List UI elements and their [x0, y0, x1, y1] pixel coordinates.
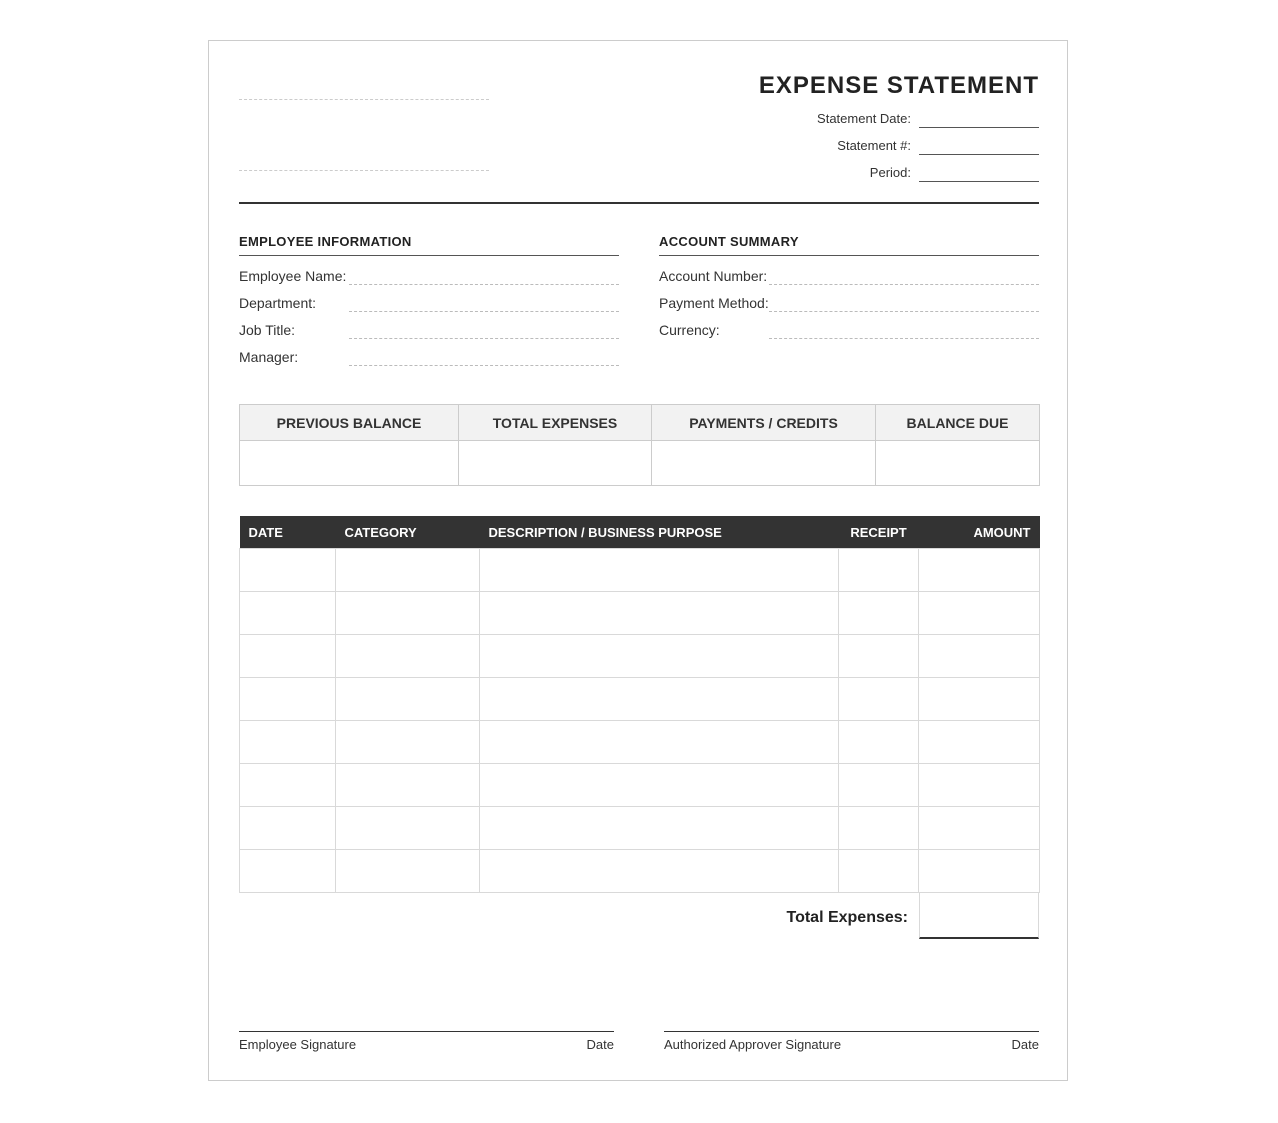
amount-cell[interactable]: [919, 678, 1040, 721]
amount-cell[interactable]: [919, 721, 1040, 764]
payment-method-field[interactable]: [769, 311, 1039, 312]
payment-method-label: Payment Method:: [659, 295, 769, 311]
balance-summary-values-row: [240, 441, 1040, 486]
employee-signature-label: Employee Signature: [239, 1037, 357, 1052]
department-label: Department:: [239, 295, 317, 311]
total-expenses-cell[interactable]: [459, 441, 652, 486]
amount-cell[interactable]: [919, 592, 1040, 635]
category-cell[interactable]: [336, 721, 480, 764]
statement-date-row: [739, 111, 1039, 131]
date-cell[interactable]: [240, 807, 336, 850]
description-cell[interactable]: [480, 850, 839, 893]
account-summary-title: ACCOUNT SUMMARY: [659, 234, 1039, 256]
date-cell[interactable]: [240, 721, 336, 764]
receipt-cell[interactable]: [839, 635, 919, 678]
employee-information-section: [239, 234, 619, 365]
header-divider: [239, 202, 1039, 204]
employee-information-title: EMPLOYEE INFORMATION: [239, 234, 619, 256]
table-row: [240, 807, 1040, 850]
category-column-header: CATEGORY: [336, 516, 480, 549]
table-row: [240, 850, 1040, 893]
date-cell[interactable]: [240, 850, 336, 893]
statement-number-row: [739, 138, 1039, 158]
amount-cell[interactable]: [919, 764, 1040, 807]
description-cell[interactable]: [480, 678, 839, 721]
category-cell[interactable]: [336, 850, 480, 893]
date-cell[interactable]: [240, 678, 336, 721]
department-row: [239, 295, 619, 315]
table-row: [240, 764, 1040, 807]
balance-due-header: BALANCE DUE: [876, 405, 1040, 441]
period-row: [739, 165, 1039, 185]
period-label: Period:: [869, 165, 911, 180]
manager-label: Manager:: [239, 349, 299, 365]
job-title-row: [239, 322, 619, 342]
total-expenses-label: Total Expenses:: [786, 909, 908, 926]
receipt-cell[interactable]: [839, 850, 919, 893]
description-cell[interactable]: [480, 764, 839, 807]
page-content: [239, 41, 1039, 1080]
statement-number-label: Statement #:: [837, 138, 911, 153]
receipt-cell[interactable]: [839, 764, 919, 807]
approver-signature-date-label: Date: [1011, 1037, 1039, 1052]
description-cell[interactable]: [480, 721, 839, 764]
expense-header-row: [240, 516, 1040, 549]
total-expenses-field[interactable]: [919, 892, 1039, 939]
employee-name-row: [239, 268, 619, 288]
employee-signature-date-label: Date: [586, 1037, 614, 1052]
receipt-cell[interactable]: [839, 549, 919, 592]
receipt-cell[interactable]: [839, 592, 919, 635]
receipt-column-header: RECEIPT: [839, 516, 919, 549]
receipt-cell[interactable]: [839, 678, 919, 721]
payment-method-row: [659, 295, 1039, 315]
date-cell[interactable]: [240, 764, 336, 807]
table-row: [240, 635, 1040, 678]
account-number-field[interactable]: [769, 284, 1039, 285]
date-cell[interactable]: [240, 592, 336, 635]
account-summary-section: [659, 234, 1039, 338]
manager-row: [239, 349, 619, 369]
statement-date-field[interactable]: [919, 111, 1039, 128]
description-cell[interactable]: [480, 807, 839, 850]
description-cell[interactable]: [480, 635, 839, 678]
period-field[interactable]: [919, 165, 1039, 182]
amount-cell[interactable]: [919, 549, 1040, 592]
amount-cell[interactable]: [919, 807, 1040, 850]
receipt-cell[interactable]: [839, 807, 919, 850]
description-column-header: DESCRIPTION / BUSINESS PURPOSE: [480, 516, 839, 549]
company-name-line[interactable]: [239, 99, 489, 100]
date-column-header: DATE: [240, 516, 336, 549]
previous-balance-cell[interactable]: [240, 441, 459, 486]
date-cell[interactable]: [240, 635, 336, 678]
currency-row: [659, 322, 1039, 342]
receipt-cell[interactable]: [839, 721, 919, 764]
amount-cell[interactable]: [919, 850, 1040, 893]
category-cell[interactable]: [336, 807, 480, 850]
employee-name-field[interactable]: [349, 284, 619, 285]
expense-statement-page: [208, 40, 1068, 1081]
balance-due-cell[interactable]: [876, 441, 1040, 486]
company-address-line[interactable]: [239, 170, 489, 171]
employee-name-label: Employee Name:: [239, 268, 347, 284]
category-cell[interactable]: [336, 549, 480, 592]
statement-date-label: Statement Date:: [817, 111, 911, 126]
currency-label: Currency:: [659, 322, 720, 338]
account-number-row: [659, 268, 1039, 288]
expense-items-table: [239, 516, 1040, 893]
balance-summary-header-row: [240, 405, 1040, 441]
description-cell[interactable]: [480, 549, 839, 592]
category-cell[interactable]: [336, 592, 480, 635]
table-row: [240, 592, 1040, 635]
manager-field[interactable]: [349, 365, 619, 366]
category-cell[interactable]: [336, 764, 480, 807]
statement-number-field[interactable]: [919, 138, 1039, 155]
amount-cell[interactable]: [919, 635, 1040, 678]
table-row: [240, 678, 1040, 721]
amount-column-header: AMOUNT: [919, 516, 1040, 549]
approver-signature-label: Authorized Approver Signature: [664, 1037, 842, 1052]
table-row: [240, 721, 1040, 764]
job-title-field[interactable]: [349, 338, 619, 339]
category-cell[interactable]: [336, 678, 480, 721]
employee-signature-line[interactable]: [239, 1031, 614, 1052]
job-title-label: Job Title:: [239, 322, 296, 338]
department-field[interactable]: [349, 311, 619, 312]
previous-balance-header: PREVIOUS BALANCE: [240, 405, 459, 441]
payments-credits-cell[interactable]: [652, 441, 876, 486]
account-number-label: Account Number:: [659, 268, 768, 284]
category-cell[interactable]: [336, 635, 480, 678]
balance-summary-table: [239, 404, 1040, 486]
currency-field[interactable]: [769, 338, 1039, 339]
table-row: [240, 549, 1040, 592]
page-title: EXPENSE STATEMENT: [758, 72, 1039, 99]
payments-credits-header: PAYMENTS / CREDITS: [652, 405, 876, 441]
total-expenses-header: TOTAL EXPENSES: [459, 405, 652, 441]
date-cell[interactable]: [240, 549, 336, 592]
approver-signature-line[interactable]: [664, 1031, 1039, 1052]
description-cell[interactable]: [480, 592, 839, 635]
